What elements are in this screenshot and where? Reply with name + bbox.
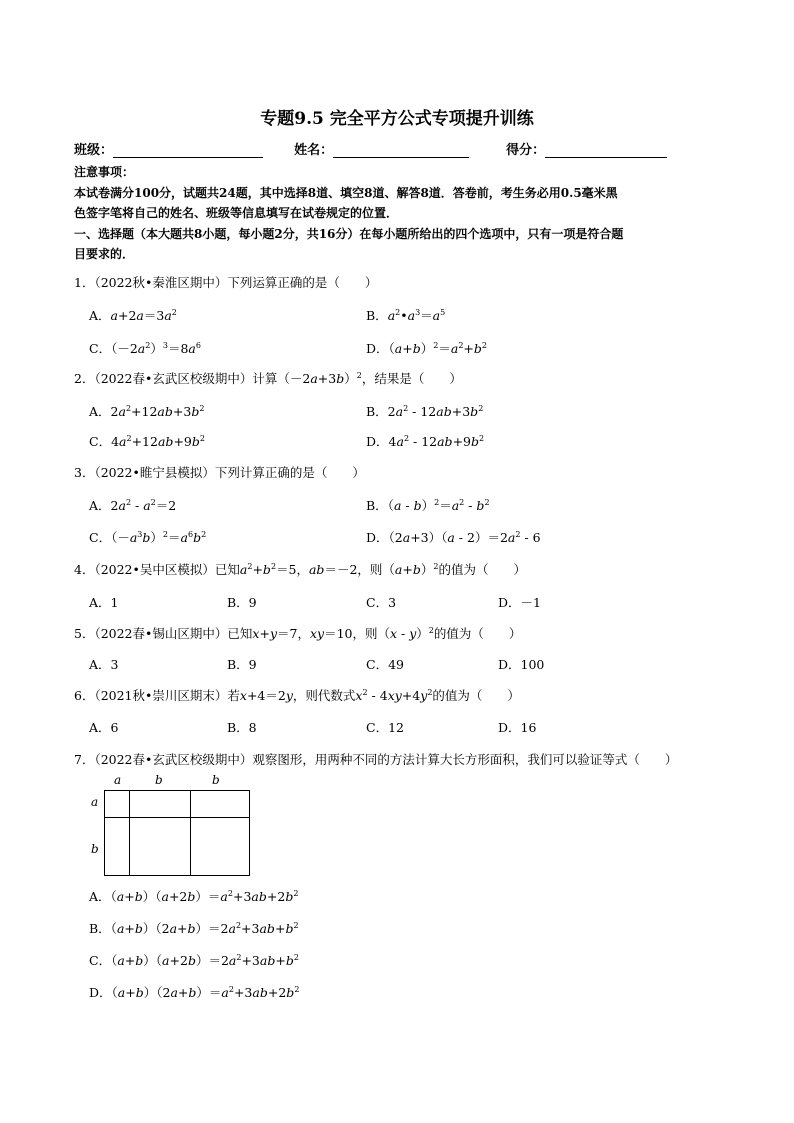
question-5: 5．（2022春•锡山区期中）已知x+y＝7，xy＝10，则（x - y）$^2$的值为（ ）: [74, 626, 522, 641]
question-6: 6．（2021秋•崇川区期末）若x+4＝2y，则代数式$x^2 - 4xy+4y^2$的值为（ ）: [74, 688, 520, 703]
rectangle-figure: [104, 790, 250, 876]
q4-option-b[interactable]: B．9: [227, 595, 257, 610]
q3-option-c[interactable]: C．$(-a^3b)^2=a^6b^2$: [89, 530, 207, 545]
q1-option-b[interactable]: B．$a^2•a^3=a^5$: [366, 308, 446, 323]
q5-option-d[interactable]: D．100: [498, 657, 545, 672]
notice-line-2: 色签字笔将自己的姓名、班级等信息填写在试卷规定的位置．: [74, 206, 399, 220]
q5-option-a[interactable]: A．3: [89, 657, 119, 672]
q3-option-d[interactable]: D．$(2a+3)(a - 2)=2a^2 - 6$: [366, 530, 541, 545]
q5-option-c[interactable]: C．49: [366, 657, 404, 672]
q5-option-b[interactable]: B．9: [227, 657, 257, 672]
q6-option-b[interactable]: B．8: [227, 720, 257, 735]
q2-option-c[interactable]: C．$4a^2+12ab+9b^2$: [89, 434, 205, 449]
q4-option-d[interactable]: D．－1: [498, 595, 541, 610]
q6-option-a[interactable]: A．6: [89, 720, 119, 735]
q1-option-a[interactable]: A．$a+2a=3a^2$: [89, 308, 177, 323]
figure-top-label-b1: b: [155, 773, 163, 787]
q1-option-d[interactable]: D．$(a+b)^2=a^2+b^2$: [366, 341, 487, 356]
q6-option-c[interactable]: C．12: [366, 720, 404, 735]
question-7: 7．（2022春•玄武区校级期中）观察图形，用两种不同的方法计算大长方形面积，我们可以验证等式（ ）: [74, 752, 678, 767]
notice-line-1: 本试卷满分100分，试题共24题，其中选择8道、填空8道、解答8道．答卷前，考生务必用0.5毫米黑: [74, 186, 618, 200]
question-2: 2．（2022春•玄武区校级期中）计算$(-2a+3b)^2$，结果是（ ）: [74, 371, 462, 386]
figure-divider: [105, 817, 249, 818]
name-label: 姓名：: [294, 143, 334, 158]
section-heading-line-1: 一、选择题（本大题共8小题，每小题2分，共16分）在每小题所给出的四个选项中，只有一项是符合题: [74, 227, 624, 241]
figure-top-label-a: a: [114, 773, 122, 787]
section-heading-line-2: 目要求的．: [74, 247, 135, 261]
question-4: 4．（2022•吴中区模拟）已知$a^2+b^2=5$，ab＝－2，则$(a+b)^2$的值为（ ）: [74, 562, 526, 577]
info-fields: [74, 139, 667, 158]
q2-option-b[interactable]: B．$2a^2 - 12ab+3b^2$: [366, 404, 484, 419]
q4-option-c[interactable]: C．3: [366, 595, 397, 610]
figure-side-label-a: a: [91, 795, 99, 809]
score-label: 得分：: [506, 143, 546, 158]
figure-top-label-b2: b: [212, 773, 220, 787]
q7-option-d[interactable]: D．$(a+b)(2a+b)=a^2+3ab+2b^2$: [89, 985, 300, 1000]
notice-heading: 注意事项：: [74, 165, 135, 179]
q7-option-a[interactable]: A．$(a+b)(a+2b)=a^2+3ab+2b^2$: [89, 889, 299, 904]
q3-option-b[interactable]: B．$(a - b)^2=a^2 - b^2$: [366, 498, 490, 513]
q7-option-b[interactable]: B．$(a+b)(2a+b)=2a^2+3ab+b^2$: [89, 921, 299, 936]
q6-option-d[interactable]: D．16: [498, 720, 537, 735]
q1-option-c[interactable]: C．$(-2a^2)^3=8a^6$: [89, 341, 201, 356]
figure-side-label-b: b: [91, 842, 99, 856]
q2-option-a[interactable]: A．$2a^2+12ab+3b^2$: [89, 404, 205, 419]
class-label: 班级：: [74, 143, 114, 158]
class-blank[interactable]: [113, 143, 263, 158]
score-blank[interactable]: [545, 143, 667, 158]
q2-option-d[interactable]: D．$4a^2 - 12ab+9b^2$: [366, 434, 485, 449]
page-title: 专题9.5 完全平方公式专项提升训练: [260, 109, 534, 129]
q4-option-a[interactable]: A．1: [89, 595, 119, 610]
question-3: 3．（2022•睢宁县模拟）下列计算正确的是（ ）: [74, 465, 365, 480]
figure-divider: [129, 791, 130, 875]
question-1: 1．（2022秋•秦淮区期中）下列运算正确的是（ ）: [74, 275, 378, 290]
figure-divider: [190, 791, 191, 875]
q7-option-c[interactable]: C．$(a+b)(a+2b)=2a^2+3ab+b^2$: [89, 953, 299, 968]
name-blank[interactable]: [333, 143, 469, 158]
q3-option-a[interactable]: A．$2a^2 - a^2=2$: [89, 498, 177, 513]
